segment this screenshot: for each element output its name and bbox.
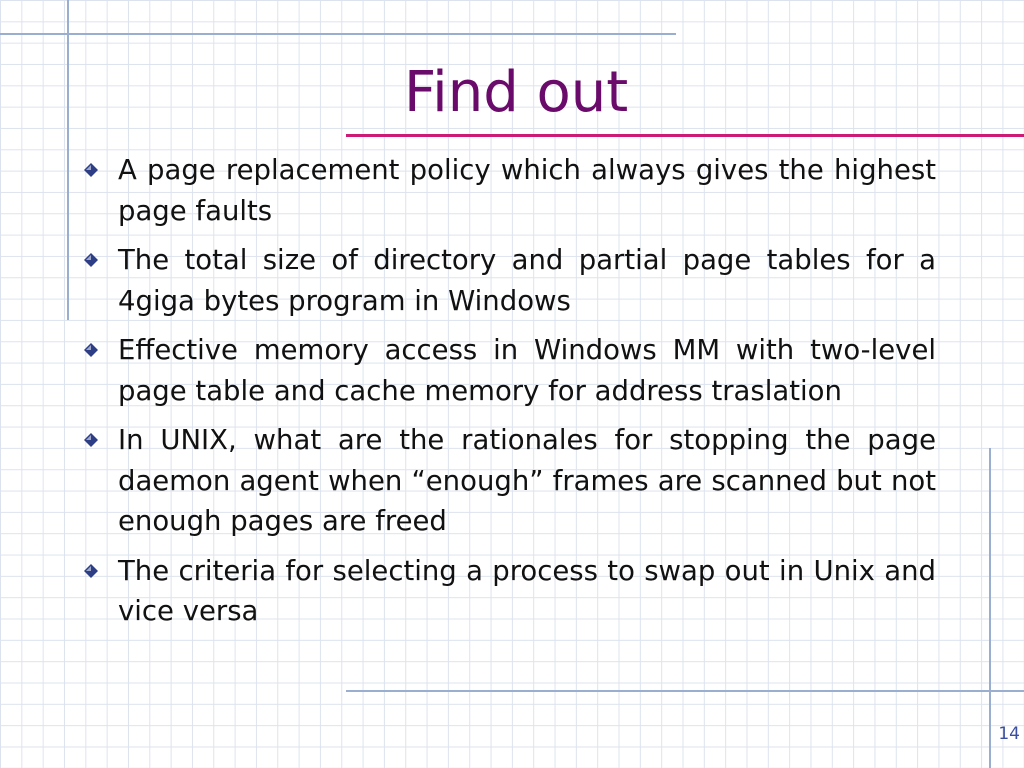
bullet-item — [84, 330, 936, 411]
bullet-item — [84, 150, 936, 231]
bullet-text: The criteria for selecting a process to swap out in Unix and vice versa — [118, 554, 936, 627]
page-number: 14 — [998, 724, 1020, 744]
slide-title: Find out — [404, 60, 629, 125]
diamond-bullet-icon — [84, 564, 98, 578]
bullet-item — [84, 551, 936, 632]
diamond-bullet-icon — [84, 343, 98, 357]
bullet-list — [84, 150, 936, 641]
bullet-text: In UNIX, what are the rationales for stopping the page daemon agent when “enough” frames are scanned but not enough pages are freed — [118, 424, 936, 537]
title-underline — [346, 134, 1024, 137]
bullet-text: The total size of directory and partial page tables for a 4giga bytes program in Windows — [118, 244, 936, 317]
frame-line-left — [67, 0, 69, 320]
diamond-bullet-icon — [84, 163, 98, 177]
frame-line-top — [0, 33, 676, 35]
diamond-bullet-icon — [84, 253, 98, 267]
bullet-item — [84, 420, 936, 542]
frame-line-bottom — [346, 690, 1024, 692]
bullet-item — [84, 240, 936, 321]
bullet-text: Effective memory access in Windows MM with two-level page table and cache memory for address traslation — [118, 334, 936, 407]
frame-line-right — [989, 448, 991, 768]
bullet-text: A page replacement policy which always gives the highest page faults — [118, 154, 936, 227]
diamond-bullet-icon — [84, 433, 98, 447]
